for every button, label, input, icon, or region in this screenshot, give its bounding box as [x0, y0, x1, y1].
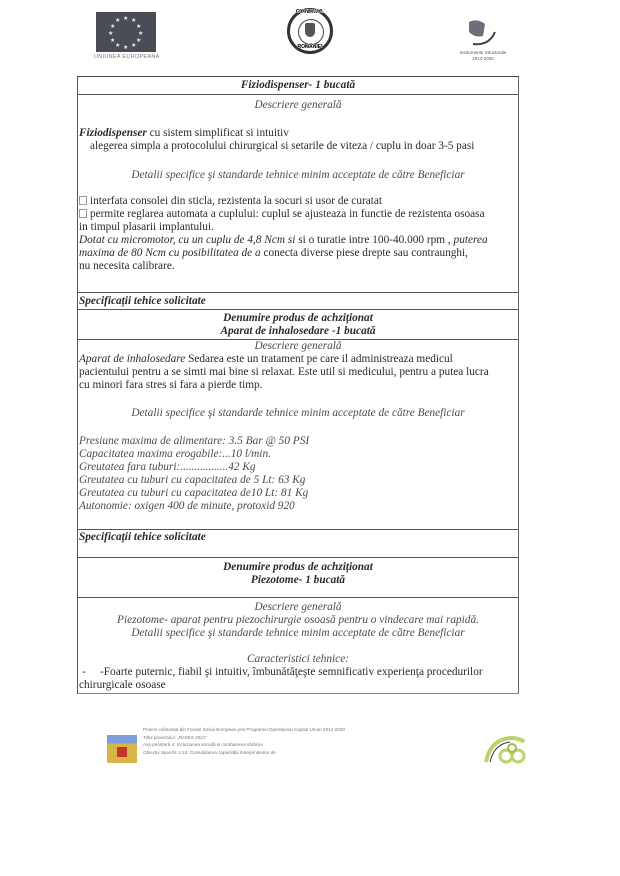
- section1-general-desc-label: Descriere generală: [254, 99, 342, 111]
- bullet-text: interfata consolei din sticla, rezistenta la socuri si usor de curatat: [90, 195, 383, 207]
- section3-product-label: Denumire produs de achziționat: [223, 561, 373, 573]
- section2-general-desc-label: Descriere generală: [254, 340, 342, 352]
- section1-calibration: nu necesita calibrare.: [79, 260, 175, 272]
- section1-bullet-2-cont: in timpul plasarii implantului.: [79, 221, 214, 233]
- divider: [78, 597, 518, 598]
- section2-spec-item: Greutatea fara tuburi:.................42 Kg: [79, 461, 256, 473]
- section2-spec-item: Greutatea cu tuburi cu capacitatea de 5 Lt: 63 Kg: [79, 474, 306, 486]
- desc-text: Sedarea este un tratament pe care il administreaza medicul: [185, 353, 453, 365]
- section2-spec-item: Greutatea cu tuburi cu capacitatea de10 Lt: 81 Kg: [79, 487, 309, 499]
- eu-logo-caption: UNIUNEA EUROPEANA: [94, 54, 160, 60]
- footer-line-4: Obiectiv Specific 4.16: Consolidarea capacității întreprinderilor de: [143, 749, 276, 755]
- gov-seal-text-bottom: ROMÂNIEI: [297, 44, 323, 50]
- product-name-bold: Fiziodispenser: [79, 127, 147, 139]
- bullet-text: permite reglarea automata a cuplului: cuplul se ajusteaza in functie de rezistenta osoasa: [90, 208, 485, 220]
- caption-line-1: Instrumente Structurale: [459, 50, 507, 55]
- footer-project-info: [143, 726, 345, 756]
- checkbox-icon: [79, 196, 87, 205]
- partner-green-logo: [480, 730, 540, 766]
- section1-bullet-2: [79, 208, 485, 221]
- section1-intro: [79, 127, 289, 140]
- section2-desc-line3: cu minori fara stres si fara a pierde timp.: [79, 379, 263, 391]
- specifications-table: [77, 76, 519, 694]
- intro-text: cu sistem simplificat si intuitiv: [146, 127, 289, 139]
- section3-bullet-dash: -: [82, 666, 86, 678]
- gov-seal-text-top: GUVERNUL: [295, 9, 325, 15]
- section3-general-desc-label: Descriere generală: [254, 601, 342, 613]
- motor-italic: Dotat cu micromotor, cu un cuplu de 4,8 Ncm si: [79, 234, 296, 246]
- eagle-icon: [305, 23, 315, 37]
- divider: [78, 529, 518, 530]
- structural-instruments-logo: [463, 14, 503, 50]
- divider: [78, 94, 518, 95]
- section1-intro-line2: alegerea simpla a protocolului chirurgical si setarile de viteza / cuplu in doar 3-5 pasi: [90, 140, 475, 152]
- caption-line-2: 2014-2020: [472, 56, 494, 61]
- eu-flag-logo: ★ ★ ★ ★ ★ ★ ★ ★ ★ ★ ★ ★: [96, 12, 156, 52]
- section1-bullet-1: [79, 195, 382, 208]
- structural-instruments-caption: [453, 50, 513, 62]
- section1-details-label: Detalii specifice şi standarde tehnice minim acceptate de către Beneficiar: [131, 169, 465, 181]
- section3-tech-label: Caracteristici tehnice:: [247, 653, 349, 665]
- footer-line-2: Titlul proiectului: „ReSES 2021”: [143, 734, 207, 740]
- power-italic: maxima de 80 Ncm cu posibilitatea de a: [79, 247, 261, 259]
- section3-bullet-1-cont: chirurgicale osoase: [79, 679, 166, 691]
- section1-power-line: [79, 247, 468, 260]
- motor-italic-2: puterea: [450, 234, 488, 246]
- section3-title: Piezotome- 1 bucată: [250, 574, 346, 586]
- section2-desc-line1: [79, 353, 453, 366]
- section2-spec-item: Presiune maxima de alimentare: 3.5 Bar @ 50 PSI: [79, 435, 310, 447]
- section3-desc: Piezotome- aparat pentru piezochirurgie osoasă pentru o vindecare mai rapidă.: [117, 614, 479, 626]
- divider: [78, 292, 518, 293]
- divider: [78, 309, 518, 310]
- county-crest-logo: [107, 735, 137, 763]
- section3-spec-label: Specificații tehice solicitate: [79, 531, 206, 543]
- motor-text: si o turatie intre 100-40.000 rpm ,: [295, 234, 451, 246]
- section2-spec-item: Capacitatea maxima erogabile:...10 l/min.: [79, 448, 271, 460]
- section1-title: Fiziodispenser- 1 bucată: [240, 79, 356, 91]
- section3-details-label: Detalii specifice şi standarde tehnice minim acceptate de către Beneficiar: [131, 627, 465, 639]
- section2-details-label: Detalii specifice şi standarde tehnice minim acceptate de către Beneficiar: [131, 407, 465, 419]
- section2-spec-label: Specificații tehice solicitate: [79, 295, 206, 307]
- checkbox-icon: [79, 209, 87, 218]
- section3-bullet-1: -Foarte puternic, fiabil şi intuitiv, îmbunătăţeşte semnificativ experienţa procedurilor: [100, 666, 483, 678]
- power-text: conecta diverse piese drepte sau contraunghi,: [260, 247, 469, 259]
- divider: [78, 557, 518, 558]
- footer-line-1: Proiect cofinanțat din Fondul Social European prin Programul Operațional Capital Uman 2014-2020: [143, 727, 345, 732]
- section2-desc-line2: pacientului pentru a se simti mai bine si relaxat. Este util si medicului, pentru a putea lucra: [79, 366, 489, 378]
- section2-product-label: Denumire produs de achziționat: [223, 312, 373, 324]
- section1-motor-line: [79, 234, 488, 247]
- section2-title: Aparat de inhalosedare -1 bucată: [220, 325, 376, 337]
- section2-spec-item: Autonomie: oxigen 400 de minute, protoxid 920: [79, 500, 295, 512]
- footer-line-3: Axa prioritară 4: Incluziunea socială și combaterea sărăciei: [143, 742, 263, 747]
- desc-italic: Aparat de inhalosedare: [79, 353, 186, 365]
